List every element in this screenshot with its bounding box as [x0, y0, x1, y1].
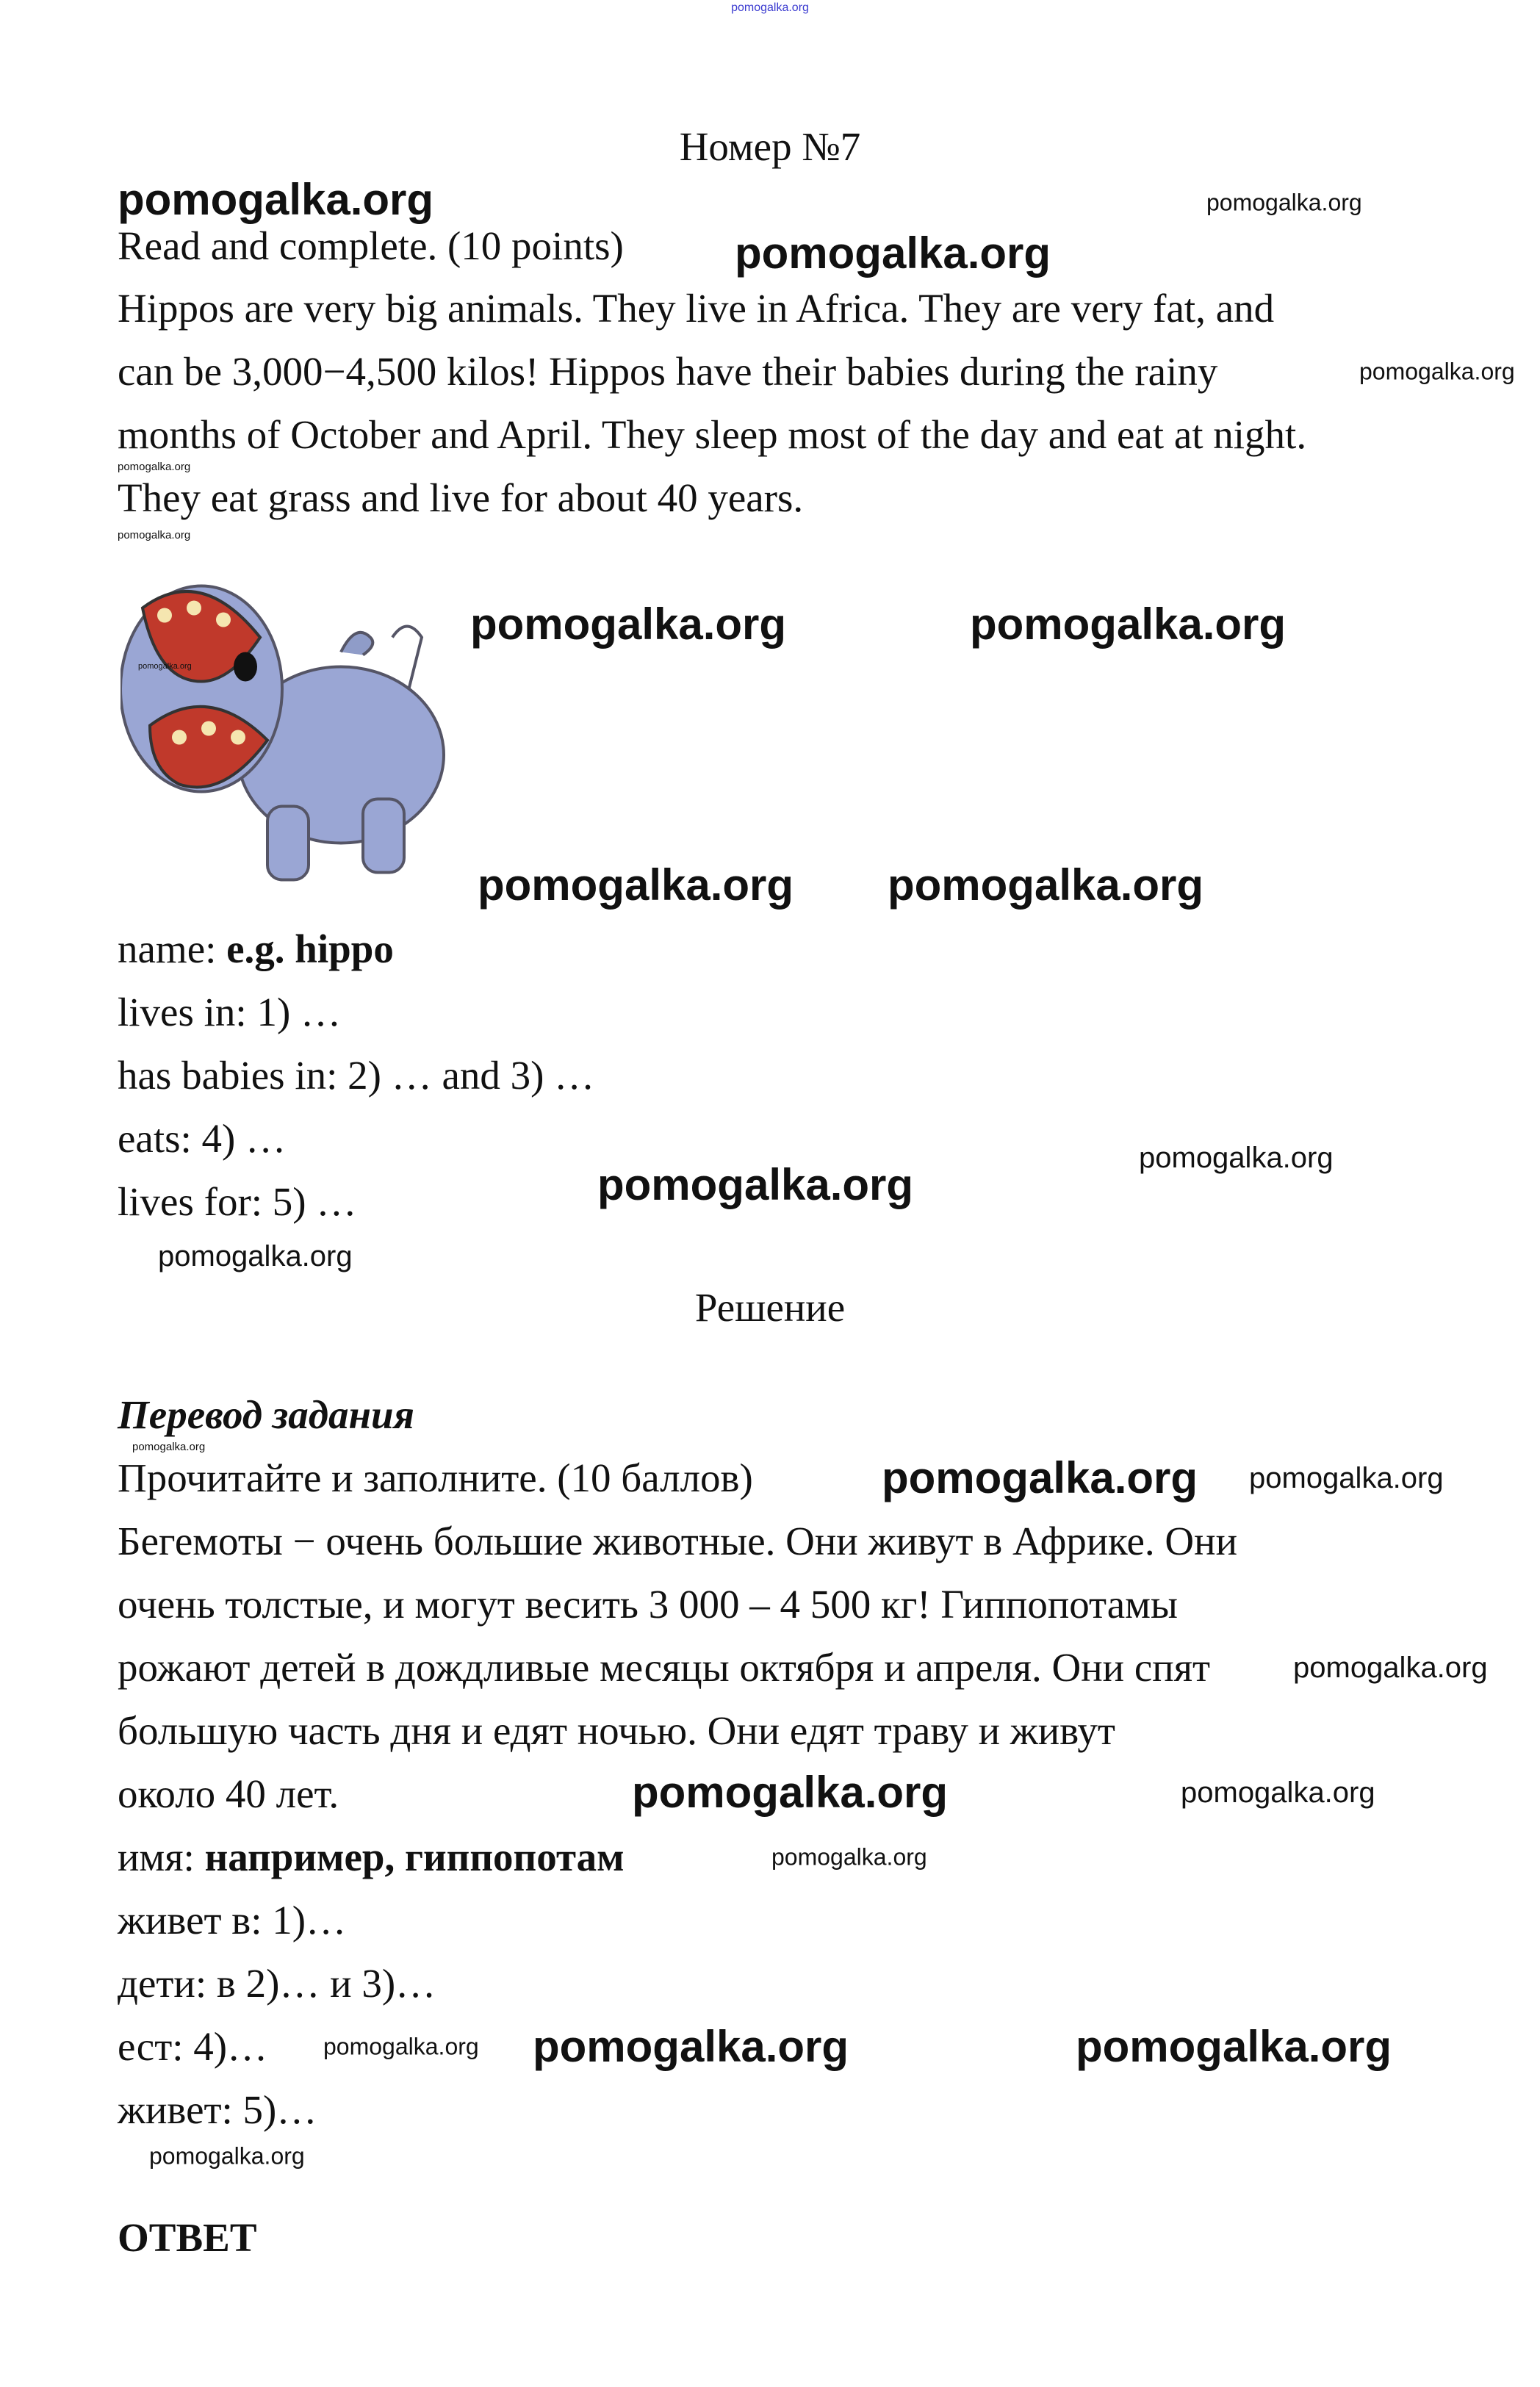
watermark: pomogalka.org: [882, 1453, 1198, 1502]
watermark: pomogalka.org: [158, 1240, 353, 1272]
translation-text-line: большую часть дня и едят ночью. Они едят траву и живут: [118, 1708, 1115, 1753]
watermark: pomogalka.org: [1293, 1652, 1488, 1684]
watermark: pomogalka.org: [470, 600, 787, 649]
field-line: lives in: 1) …: [118, 990, 342, 1034]
watermark: pomogalka.org: [1206, 189, 1362, 216]
watermark: pomogalka.org: [970, 600, 1287, 649]
name-value: e.g. hippo: [226, 926, 394, 971]
translation-instruction: Прочитайте и заполните. (10 баллов): [118, 1455, 753, 1500]
watermark: pomogalka.org: [533, 2022, 849, 2071]
name-value: например, гиппопотам: [204, 1835, 625, 1879]
watermark: pomogalka.org: [323, 2033, 479, 2060]
name-label: name:: [118, 926, 227, 971]
watermark: pomogalka.org: [118, 528, 191, 541]
hippo-illustration: [120, 549, 458, 910]
task-text-line: months of October and April. They sleep most of the day and eat at night.: [118, 412, 1307, 457]
translation-field-line: дети: в 2)… и 3)…: [118, 1961, 436, 2006]
translation-name-field: [118, 1835, 625, 1879]
solution-heading: Решение: [694, 1285, 846, 1330]
translation-field-line: живет в: 1)…: [118, 1898, 347, 1943]
translation-text-line: около 40 лет.: [118, 1771, 339, 1816]
watermark: pomogalka.org: [118, 460, 191, 473]
field-line: lives for: 5) …: [118, 1179, 357, 1224]
task-text-line: Hippos are very big animals. They live in Africa. They are very fat, and: [118, 286, 1275, 331]
translation-text-line: Бегемоты − очень большие животные. Они живут в Африке. Они: [118, 1519, 1238, 1563]
name-label: имя:: [118, 1835, 205, 1879]
watermark: pomogalka.org: [1139, 1142, 1334, 1174]
field-line: eats: 4) …: [118, 1116, 287, 1161]
watermark: pomogalka.org: [632, 1768, 949, 1817]
task-text-line: can be 3,000−4,500 kilos! Hippos have their babies during the rainy: [118, 349, 1218, 394]
name-field: [118, 927, 394, 971]
task-instruction: Read and complete. (10 points): [118, 223, 624, 268]
watermark: pomogalka.org: [118, 175, 434, 224]
answer-heading: ОТВЕТ: [118, 2215, 257, 2260]
watermark: pomogalka.org: [149, 2142, 305, 2170]
watermark: pomogalka.org: [771, 1843, 927, 1871]
top-watermark: pomogalka.org: [731, 1, 809, 14]
watermark: pomogalka.org: [735, 228, 1051, 278]
watermark: pomogalka.org: [138, 661, 192, 671]
watermark: pomogalka.org: [1181, 1776, 1375, 1809]
watermark: pomogalka.org: [597, 1160, 914, 1209]
page-title: Номер №7: [679, 124, 861, 169]
translation-text-line: рожают детей в дождливые месяцы октября и апреля. Они спят: [118, 1645, 1211, 1690]
watermark: pomogalka.org: [478, 860, 794, 910]
field-line: has babies in: 2) … and 3) …: [118, 1053, 595, 1098]
watermark: pomogalka.org: [1359, 358, 1515, 385]
translation-field-line: ест: 4)…: [118, 2024, 268, 2069]
task-text-line: They eat grass and live for about 40 years.: [118, 475, 804, 520]
watermark: pomogalka.org: [132, 1440, 206, 1453]
watermark: pomogalka.org: [1249, 1462, 1444, 1494]
translation-text-line: очень толстые, и могут весить 3 000 – 4 500 кг! Гиппопотамы: [118, 1582, 1178, 1627]
watermark: pomogalka.org: [888, 860, 1204, 910]
translation-field-line: живет: 5)…: [118, 2087, 317, 2132]
translation-heading: Перевод задания: [118, 1392, 414, 1437]
watermark: pomogalka.org: [1076, 2022, 1392, 2071]
